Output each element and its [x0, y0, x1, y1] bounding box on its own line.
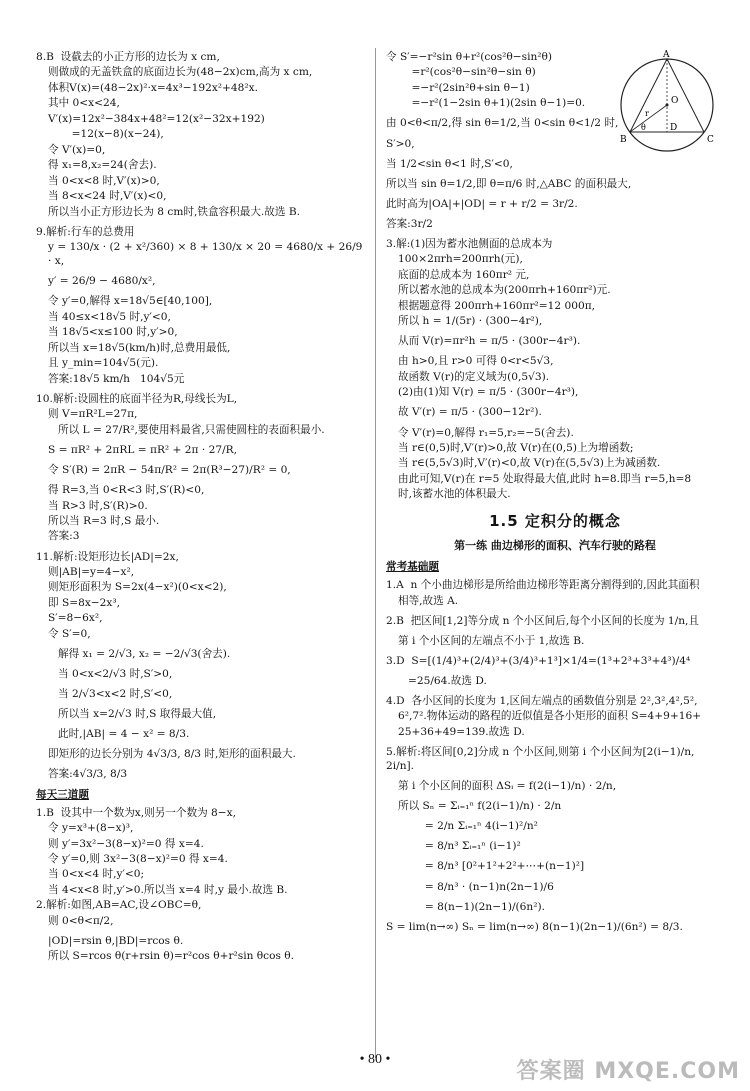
basic-problems-header: 常考基础题: [386, 561, 439, 574]
text-line: 25+36+49=139.故选 D.: [398, 725, 525, 738]
text-line: 当 2/√3<x<2 时,S′<0,: [58, 688, 173, 701]
text-line: 则 V=πR²L=27π,: [48, 408, 138, 421]
text-line: 所以当小正方形边长为 8 cm时,铁盒容积最大.故选 B.: [48, 205, 300, 218]
text-line: 答案:18√5 km/h 104√5元: [48, 372, 185, 385]
text-line: =12(x−8)(x−24),: [48, 128, 164, 141]
text-line: 当 8<x<24 时,V′(x)<0,: [48, 190, 167, 203]
text-line: |OD|=rsin θ,|BD|=rcos θ.: [48, 934, 184, 947]
text-line: =r²(cos²θ−sin²θ−sin θ): [398, 66, 536, 79]
text-line: 所以当 x=2/√3 时,S 取得最大值,: [58, 708, 217, 721]
text-line: 当 4<x<8 时,y′>0.所以当 x=4 时,y 最小.故选 B.: [48, 883, 288, 896]
text-line: y′ = 26/9 − 4680/x²,: [48, 275, 156, 288]
text-line: y = 130/x · (2 + x²/360) × 8 + 130/x × 20 = 4680/x + 26/9 · x,: [48, 241, 366, 268]
text-line: 根据题意得 200πrh+160πr²=12 000π,: [398, 299, 596, 312]
text-line: S = πR² + 2πRL = πR² + 2π · 27/R,: [48, 443, 237, 456]
text-line: 令 V′(r)=0,解得 r₁=5,r₂=−5(舍去).: [398, 426, 574, 439]
text-line: S′=8−6x²,: [48, 612, 103, 625]
text-line: 1.A n 个小曲边梯形是所给曲边梯形等距离分割得到的,因此其面积: [386, 579, 700, 592]
text-line: 8.B 设截去的小正方形的边长为 x cm,: [36, 51, 220, 63]
text-line: 令 S′(R) = 2πR − 54π/R² = 2π(R³−27)/R² = 0,: [48, 463, 291, 476]
triangle-in-circle-figure: [612, 50, 722, 160]
text-line: 则做成的无盖铁盒的底面边长为(48−2x)cm,高为 x cm,: [48, 66, 313, 79]
text-line: 则矩形面积为 S=2x(4−x²)(0<x<2),: [48, 581, 227, 594]
text-line: 得 x₁=8,x₂=24(舍去).: [48, 159, 157, 172]
watermark: 答案圈 MXQE.COM: [516, 1059, 740, 1084]
text-line: 6²,7².物体运动的路程的近似值是各小矩形的面积 S=4+9+16+: [398, 710, 702, 723]
text-line: 当 0<x<8 时,V′(x)>0,: [48, 174, 160, 187]
text-line: 底面的总成本为 160πr² 元,: [398, 268, 530, 281]
text-line: 令 V′(x)=0,: [48, 143, 106, 156]
text-line: 令 S′=−r²sin θ+r²(cos²θ−sin²θ): [386, 51, 553, 63]
text-line: 当 1/2<sin θ<1 时,S′<0,: [386, 157, 513, 170]
section-title: 1.5 定积分的概念: [489, 511, 621, 530]
text-line: 由 0<θ<π/2,得 sin θ=1/2,当 0<sin θ<1/2 时,: [386, 117, 619, 130]
text-line: 当 r∈(5,5√3)时,V′(r)<0,故 V(r)在(5,5√3)上为减函数.: [398, 457, 661, 470]
text-line: =−r²(2sin²θ+sin θ−1): [398, 81, 530, 94]
text-line: 所以 L = 27/R²,要使用料最省,只需使圆柱的表面积最小.: [58, 423, 325, 436]
text-line: 3.D S=[(1/4)³+(2/4)³+(3/4)³+1³]×1/4=(1³+2³+3³+4³)/4⁴: [386, 654, 691, 667]
column-divider: [375, 48, 376, 1058]
text-line: 体积V(x)=(48−2x)²·x=4x³−192x²+48²x.: [48, 81, 258, 94]
text-line: 9.解析:行车的总费用: [36, 225, 135, 238]
text-line: 第 i 个小区间的左端点不小于 1,故选 B.: [398, 634, 585, 647]
text-line: 所以当 R=3 时,S 最小.: [48, 515, 160, 527]
text-line: 当 R>3 时,S′(R)>0.: [48, 499, 148, 512]
text-line: 3.解:(1)因为蓄水池侧面的总成本为: [386, 237, 553, 250]
text-line: 此时,|AB| = 4 − x² = 8/3.: [58, 728, 190, 741]
text-line: 令 S′=0,: [48, 627, 91, 640]
basic-solutions: [386, 578, 724, 934]
text-line: 所以 Sₙ = Σᵢ₌₁ⁿ f(2(i−1)/n) · 2/n: [398, 800, 562, 813]
practice-title: 第一练 曲边梯形的面积、汽车行驶的路程: [454, 539, 656, 553]
label-C: C: [707, 135, 714, 145]
text-line: = 8/n³ Σᵢ₌₁ⁿ (i−1)²: [408, 840, 521, 853]
text-line: 此时高为|OA|+|OD| = r + r/2 = 3r/2.: [386, 197, 578, 210]
right-column: [386, 50, 724, 935]
text-line: 其中 0<x<24,: [48, 97, 120, 110]
text-line: 所以 S=rcos θ(r+rsin θ)=r²cos θ+r²sin θcos θ.: [48, 950, 295, 963]
text-line: 所以当 x=18√5(km/h)时,总费用最低,: [48, 341, 231, 354]
text-line: 当 40≤x<18√5 时,y′<0,: [48, 310, 171, 323]
daily-problems: [36, 806, 366, 964]
text-line: 当 r∈(0,5)时,V′(r)>0,故 V(r)在(0,5)上为增函数;: [398, 442, 634, 455]
text-line: = 8/n³ · (n−1)n(2n−1)/6: [408, 880, 554, 893]
text-line: 故函数 V(r)的定义域为(0,5√3).: [398, 370, 550, 383]
text-line: 由 h>0,且 r>0 可得 0<r<5√3,: [398, 355, 554, 368]
text-line: 所以 h = 1/(5r) · (300−4r²),: [398, 315, 543, 328]
text-line: 4.D 各小区间的长度为 1,区间左端点的函数值分别是 2²,3²,4²,5²,: [386, 695, 698, 707]
text-line: 答案:3r/2: [386, 217, 433, 230]
text-line: 1.B 设其中一个数为x,则另一个数为 8−x,: [36, 806, 237, 819]
left-column: [36, 50, 366, 965]
text-line: S = lim(n→∞) Sₙ = lim(n→∞) 8(n−1)(2n−1)/(6n²) = 8/3.: [386, 920, 683, 933]
text-line: 即 S=8x−2x³,: [48, 596, 121, 609]
text-line: 当 18√5<x≤100 时,y′>0,: [48, 326, 178, 339]
text-line: 答案:3: [48, 530, 80, 543]
text-line: 所以蓄水池的总成本为(200πrh+160πr²)元.: [398, 284, 611, 297]
text-line: 当 0<x<4 时,y′<0;: [48, 868, 145, 881]
left-section-header: 每天三道题: [36, 788, 89, 801]
text-line: 令 y′=0,解得 x=18√5∈[40,100],: [48, 295, 213, 308]
text-line: = 2/n Σᵢ₌₁ⁿ 4(i−1)²/n²: [408, 820, 538, 833]
text-line: 故 V′(r) = π/5 · (300−12r²).: [398, 406, 542, 419]
text-line: 则 y′=3x²−3(8−x)²=0 得 x=4.: [48, 837, 204, 850]
text-line: =25/64.故选 D.: [408, 674, 487, 687]
text-line: 令 y′=0,则 3x²−3(8−x)²=0 得 x=4.: [48, 853, 228, 865]
text-line: 100×2πrh=200πrh(元),: [398, 253, 523, 266]
text-line: 则 0<θ<π/2,: [48, 914, 114, 927]
label-O: O: [671, 96, 679, 106]
left-solutions: [36, 50, 366, 782]
text-line: 相等,故选 A.: [398, 594, 459, 607]
label-D: D: [670, 123, 678, 133]
label-A: A: [663, 50, 670, 60]
label-r: r: [645, 109, 649, 118]
text-line: = 8(n−1)(2n−1)/(6n²).: [408, 900, 545, 913]
text-line: 5.解析:将区间[0,2]分成 n 个小区间,则第 i 个小区间为[2(i−1)/n, 2i/n].: [386, 746, 698, 773]
text-line: 时,该蓄水池的体积最大.: [398, 488, 511, 501]
text-line: V′(x)=12x²−384x+48²=12(x²−32x+192): [48, 112, 265, 125]
text-line: 第 i 个小区间的面积 ΔSᵢ = f(2(i−1)/n) · 2/n,: [398, 780, 617, 793]
text-line: 即矩形的边长分别为 4√3/3, 8/3 时,矩形的面积最大.: [48, 748, 296, 761]
text-line: 2.B 把区间[1,2]等分成 n 个小区间后,每个小区间的长度为 1/n,且: [386, 614, 699, 627]
text-line: S′>0,: [386, 137, 415, 150]
text-line: 当 0<x<2/√3 时,S′>0,: [58, 668, 173, 681]
text-line: 则|AB|=y=4−x²,: [48, 566, 135, 579]
text-line: 得 R=3,当 0<R<3 时,S′(R)<0,: [48, 484, 205, 497]
label-theta: θ: [641, 123, 646, 132]
page-number: • 80 •: [359, 1052, 391, 1067]
text-line: 2.解析:如图,AB=AC,设∠OBC=θ,: [36, 899, 202, 912]
text-line: = 8/n³ [0²+1²+2²+⋯+(n−1)²]: [408, 860, 585, 873]
text-line: 解得 x₁ = 2/√3, x₂ = −2/√3(舍去).: [58, 647, 231, 660]
text-line: 10.解析:设圆柱的底面半径为R,母线长为L,: [36, 392, 238, 405]
text-line: 11.解析:设矩形边长|AD|=2x,: [36, 550, 179, 563]
text-line: (2)由(1)知 V(r) = π/5 · (300r−4r³),: [398, 386, 579, 399]
text-line: 由此可知,V(r)在 r=5 处取得最大值,此时 h=8.即当 r=5,h=8: [398, 472, 692, 485]
text-line: 从而 V(r)=πr²h = π/5 · (300r−4r³).: [398, 335, 581, 348]
text-line: 且 y_min=104√5(元).: [48, 357, 159, 370]
text-line: =−r²(1−2sin θ+1)(2sin θ−1)=0.: [398, 97, 586, 110]
label-B: B: [620, 135, 627, 145]
text-line: 令 y=x³+(8−x)³,: [48, 822, 134, 835]
text-line: 答案:4√3/3, 8/3: [48, 768, 128, 781]
text-line: 所以当 sin θ=1/2,即 θ=π/6 时,△ABC 的面积最大,: [386, 177, 632, 190]
